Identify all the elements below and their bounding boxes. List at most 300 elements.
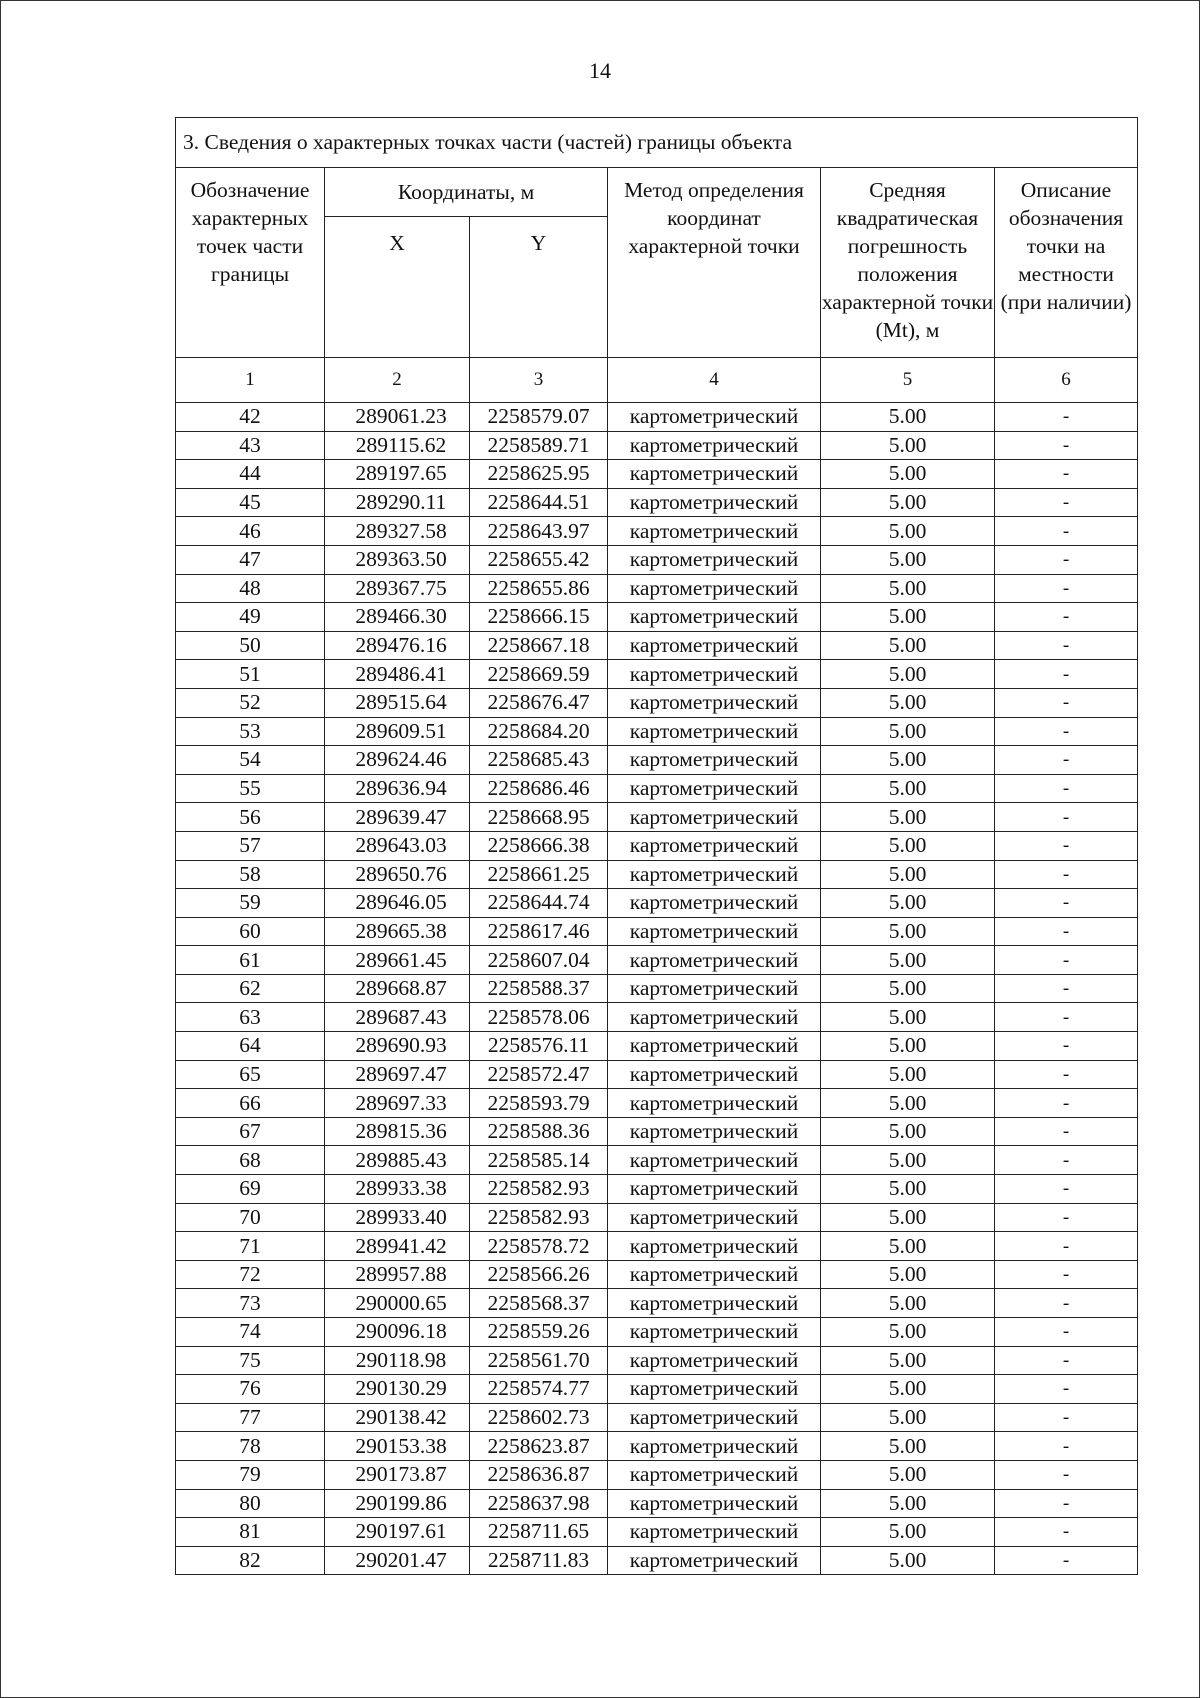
y-coordinate-cell: 2258607.04 — [470, 946, 608, 975]
y-coordinate-cell: 2258711.65 — [470, 1518, 608, 1547]
points-table — [175, 117, 1138, 1575]
description-cell: - — [995, 1089, 1138, 1118]
table-row — [176, 974, 1138, 1003]
point-number-cell: 74 — [176, 1318, 325, 1347]
error-cell: 5.00 — [821, 889, 995, 918]
description-cell: - — [995, 774, 1138, 803]
point-number-cell: 63 — [176, 1003, 325, 1032]
column-number: 3 — [470, 358, 608, 403]
error-cell: 5.00 — [821, 774, 995, 803]
description-cell: - — [995, 460, 1138, 489]
y-coordinate-cell: 2258686.46 — [470, 774, 608, 803]
x-coordinate-cell: 290130.29 — [325, 1375, 470, 1404]
table-row — [176, 1175, 1138, 1204]
method-cell: картометрический — [608, 1346, 821, 1375]
x-coordinate-cell: 289636.94 — [325, 774, 470, 803]
y-coordinate-cell: 2258636.87 — [470, 1460, 608, 1489]
method-cell: картометрический — [608, 860, 821, 889]
table-row — [176, 1432, 1138, 1461]
section-title: 3. Сведения о характерных точках части (частей) границы объекта — [176, 118, 1138, 168]
y-coordinate-cell: 2258572.47 — [470, 1060, 608, 1089]
point-number-cell: 47 — [176, 545, 325, 574]
y-coordinate-cell: 2258559.26 — [470, 1318, 608, 1347]
x-coordinate-cell: 289643.03 — [325, 831, 470, 860]
error-cell: 5.00 — [821, 1117, 995, 1146]
method-cell: картометрический — [608, 1318, 821, 1347]
method-cell: картометрический — [608, 1232, 821, 1261]
table-row — [176, 1518, 1138, 1547]
point-number-cell: 78 — [176, 1432, 325, 1461]
method-cell: картометрический — [608, 1146, 821, 1175]
method-cell: картометрический — [608, 545, 821, 574]
error-cell: 5.00 — [821, 1060, 995, 1089]
method-cell: картометрический — [608, 946, 821, 975]
description-cell: - — [995, 488, 1138, 517]
method-cell: картометрический — [608, 488, 821, 517]
description-cell: - — [995, 1375, 1138, 1404]
method-cell: картометрический — [608, 1117, 821, 1146]
x-coordinate-cell: 289687.43 — [325, 1003, 470, 1032]
method-cell: картометрический — [608, 889, 821, 918]
method-cell: картометрический — [608, 803, 821, 832]
error-cell: 5.00 — [821, 803, 995, 832]
y-coordinate-cell: 2258574.77 — [470, 1375, 608, 1404]
description-cell: - — [995, 1060, 1138, 1089]
point-number-cell: 71 — [176, 1232, 325, 1261]
x-coordinate-cell: 289933.40 — [325, 1203, 470, 1232]
x-coordinate-cell: 289646.05 — [325, 889, 470, 918]
y-coordinate-cell: 2258578.06 — [470, 1003, 608, 1032]
header-y: Y — [470, 217, 608, 358]
y-coordinate-cell: 2258637.98 — [470, 1489, 608, 1518]
table-row — [176, 946, 1138, 975]
table-row — [176, 1375, 1138, 1404]
point-number-cell: 43 — [176, 431, 325, 460]
description-cell: - — [995, 946, 1138, 975]
y-coordinate-cell: 2258711.83 — [470, 1546, 608, 1575]
description-cell: - — [995, 974, 1138, 1003]
error-cell: 5.00 — [821, 1489, 995, 1518]
y-coordinate-cell: 2258561.70 — [470, 1346, 608, 1375]
x-coordinate-cell: 289290.11 — [325, 488, 470, 517]
y-coordinate-cell: 2258593.79 — [470, 1089, 608, 1118]
error-cell: 5.00 — [821, 488, 995, 517]
point-number-cell: 51 — [176, 660, 325, 689]
y-coordinate-cell: 2258643.97 — [470, 517, 608, 546]
x-coordinate-cell: 289327.58 — [325, 517, 470, 546]
point-number-cell: 57 — [176, 831, 325, 860]
point-number-cell: 67 — [176, 1117, 325, 1146]
y-coordinate-cell: 2258588.37 — [470, 974, 608, 1003]
x-coordinate-cell: 289639.47 — [325, 803, 470, 832]
table-row — [176, 1117, 1138, 1146]
x-coordinate-cell: 289933.38 — [325, 1175, 470, 1204]
method-cell: картометрический — [608, 1203, 821, 1232]
description-cell: - — [995, 517, 1138, 546]
x-coordinate-cell: 290138.42 — [325, 1403, 470, 1432]
header-description: Описание обозначения точки на местности (при наличии) — [995, 168, 1138, 358]
x-coordinate-cell: 289197.65 — [325, 460, 470, 489]
error-cell: 5.00 — [821, 1232, 995, 1261]
table-row — [176, 889, 1138, 918]
point-number-cell: 54 — [176, 746, 325, 775]
method-cell: картометрический — [608, 1032, 821, 1061]
table-row — [176, 603, 1138, 632]
x-coordinate-cell: 290199.86 — [325, 1489, 470, 1518]
y-coordinate-cell: 2258666.15 — [470, 603, 608, 632]
method-cell: картометрический — [608, 1175, 821, 1204]
error-cell: 5.00 — [821, 860, 995, 889]
description-cell: - — [995, 403, 1138, 432]
error-cell: 5.00 — [821, 1460, 995, 1489]
point-number-cell: 60 — [176, 917, 325, 946]
description-cell: - — [995, 1460, 1138, 1489]
x-coordinate-cell: 289668.87 — [325, 974, 470, 1003]
method-cell: картометрический — [608, 1546, 821, 1575]
description-cell: - — [995, 860, 1138, 889]
error-cell: 5.00 — [821, 1260, 995, 1289]
table-row — [176, 1032, 1138, 1061]
table-row — [176, 717, 1138, 746]
description-cell: - — [995, 1260, 1138, 1289]
description-cell: - — [995, 1489, 1138, 1518]
header-error: Средняя квадратическая погрешность положения характерной точки (Mt), м — [821, 168, 995, 358]
description-cell: - — [995, 688, 1138, 717]
description-cell: - — [995, 1546, 1138, 1575]
x-coordinate-cell: 289697.47 — [325, 1060, 470, 1089]
error-cell: 5.00 — [821, 688, 995, 717]
column-number: 1 — [176, 358, 325, 403]
error-cell: 5.00 — [821, 746, 995, 775]
point-number-cell: 80 — [176, 1489, 325, 1518]
y-coordinate-cell: 2258602.73 — [470, 1403, 608, 1432]
page-number: 14 — [589, 58, 611, 83]
x-coordinate-cell: 289650.76 — [325, 860, 470, 889]
method-cell: картометрический — [608, 688, 821, 717]
method-cell: картометрический — [608, 517, 821, 546]
method-cell: картометрический — [608, 1432, 821, 1461]
table-row — [176, 1260, 1138, 1289]
error-cell: 5.00 — [821, 1403, 995, 1432]
method-cell: картометрический — [608, 917, 821, 946]
point-number-cell: 48 — [176, 574, 325, 603]
error-cell: 5.00 — [821, 545, 995, 574]
description-cell: - — [995, 1432, 1138, 1461]
point-number-cell: 69 — [176, 1175, 325, 1204]
method-cell: картометрический — [608, 1060, 821, 1089]
x-coordinate-cell: 290201.47 — [325, 1546, 470, 1575]
error-cell: 5.00 — [821, 1289, 995, 1318]
method-cell: картометрический — [608, 974, 821, 1003]
y-coordinate-cell: 2258661.25 — [470, 860, 608, 889]
table-row — [176, 403, 1138, 432]
description-cell: - — [995, 831, 1138, 860]
point-number-cell: 58 — [176, 860, 325, 889]
column-number: 2 — [325, 358, 470, 403]
column-number: 4 — [608, 358, 821, 403]
point-number-cell: 50 — [176, 631, 325, 660]
point-number-cell: 62 — [176, 974, 325, 1003]
method-cell: картометрический — [608, 403, 821, 432]
x-coordinate-cell: 289515.64 — [325, 688, 470, 717]
table-row — [176, 746, 1138, 775]
table-row — [176, 488, 1138, 517]
method-cell: картометрический — [608, 717, 821, 746]
table-row — [176, 631, 1138, 660]
y-coordinate-cell: 2258684.20 — [470, 717, 608, 746]
method-cell: картометрический — [608, 774, 821, 803]
x-coordinate-cell: 290000.65 — [325, 1289, 470, 1318]
y-coordinate-cell: 2258669.59 — [470, 660, 608, 689]
y-coordinate-cell: 2258655.86 — [470, 574, 608, 603]
table-row — [176, 688, 1138, 717]
y-coordinate-cell: 2258644.51 — [470, 488, 608, 517]
y-coordinate-cell: 2258588.36 — [470, 1117, 608, 1146]
point-number-cell: 49 — [176, 603, 325, 632]
method-cell: картометрический — [608, 1003, 821, 1032]
table-row — [176, 774, 1138, 803]
point-number-cell: 45 — [176, 488, 325, 517]
point-number-cell: 61 — [176, 946, 325, 975]
x-coordinate-cell: 289661.45 — [325, 946, 470, 975]
method-cell: картометрический — [608, 831, 821, 860]
method-cell: картометрический — [608, 1375, 821, 1404]
description-cell: - — [995, 717, 1138, 746]
table-row — [176, 1289, 1138, 1318]
error-cell: 5.00 — [821, 1346, 995, 1375]
point-number-cell: 52 — [176, 688, 325, 717]
y-coordinate-cell: 2258676.47 — [470, 688, 608, 717]
error-cell: 5.00 — [821, 1375, 995, 1404]
point-number-cell: 55 — [176, 774, 325, 803]
error-cell: 5.00 — [821, 717, 995, 746]
y-coordinate-cell: 2258582.93 — [470, 1175, 608, 1204]
error-cell: 5.00 — [821, 917, 995, 946]
table-row — [176, 574, 1138, 603]
x-coordinate-cell: 289367.75 — [325, 574, 470, 603]
point-number-cell: 77 — [176, 1403, 325, 1432]
x-coordinate-cell: 290173.87 — [325, 1460, 470, 1489]
y-coordinate-cell: 2258579.07 — [470, 403, 608, 432]
description-cell: - — [995, 1175, 1138, 1204]
description-cell: - — [995, 1403, 1138, 1432]
table-row — [176, 1203, 1138, 1232]
table-row — [176, 545, 1138, 574]
method-cell: картометрический — [608, 1089, 821, 1118]
description-cell: - — [995, 1232, 1138, 1261]
point-number-cell: 59 — [176, 889, 325, 918]
description-cell: - — [995, 889, 1138, 918]
table-row — [176, 831, 1138, 860]
y-coordinate-cell: 2258668.95 — [470, 803, 608, 832]
table-row — [176, 803, 1138, 832]
x-coordinate-cell: 289815.36 — [325, 1117, 470, 1146]
y-coordinate-cell: 2258655.42 — [470, 545, 608, 574]
point-number-cell: 68 — [176, 1146, 325, 1175]
description-cell: - — [995, 1289, 1138, 1318]
error-cell: 5.00 — [821, 1203, 995, 1232]
description-cell: - — [995, 574, 1138, 603]
method-cell: картометрический — [608, 1403, 821, 1432]
point-number-cell: 53 — [176, 717, 325, 746]
description-cell: - — [995, 660, 1138, 689]
table-row — [176, 1089, 1138, 1118]
table-row — [176, 1403, 1138, 1432]
error-cell: 5.00 — [821, 1432, 995, 1461]
description-cell: - — [995, 746, 1138, 775]
y-coordinate-cell: 2258582.93 — [470, 1203, 608, 1232]
y-coordinate-cell: 2258667.18 — [470, 631, 608, 660]
x-coordinate-cell: 289476.16 — [325, 631, 470, 660]
point-number-cell: 42 — [176, 403, 325, 432]
error-cell: 5.00 — [821, 946, 995, 975]
point-number-cell: 81 — [176, 1518, 325, 1547]
table-row — [176, 517, 1138, 546]
point-number-cell: 56 — [176, 803, 325, 832]
error-cell: 5.00 — [821, 1003, 995, 1032]
y-coordinate-cell: 2258644.74 — [470, 889, 608, 918]
point-number-cell: 79 — [176, 1460, 325, 1489]
table-row — [176, 1146, 1138, 1175]
method-cell: картометрический — [608, 746, 821, 775]
error-cell: 5.00 — [821, 1518, 995, 1547]
column-number: 6 — [995, 358, 1138, 403]
method-cell: картометрический — [608, 1289, 821, 1318]
column-number-row — [176, 358, 1138, 403]
method-cell: картометрический — [608, 1460, 821, 1489]
point-number-cell: 70 — [176, 1203, 325, 1232]
description-cell: - — [995, 1518, 1138, 1547]
error-cell: 5.00 — [821, 603, 995, 632]
error-cell: 5.00 — [821, 403, 995, 432]
point-number-cell: 44 — [176, 460, 325, 489]
x-coordinate-cell: 289466.30 — [325, 603, 470, 632]
point-number-cell: 46 — [176, 517, 325, 546]
y-coordinate-cell: 2258566.26 — [470, 1260, 608, 1289]
description-cell: - — [995, 603, 1138, 632]
description-cell: - — [995, 803, 1138, 832]
y-coordinate-cell: 2258623.87 — [470, 1432, 608, 1461]
column-number: 5 — [821, 358, 995, 403]
description-cell: - — [995, 1003, 1138, 1032]
method-cell: картометрический — [608, 603, 821, 632]
x-coordinate-cell: 289957.88 — [325, 1260, 470, 1289]
table-row — [176, 1003, 1138, 1032]
point-number-cell: 64 — [176, 1032, 325, 1061]
table-row — [176, 917, 1138, 946]
point-number-cell: 66 — [176, 1089, 325, 1118]
table-row — [176, 1318, 1138, 1347]
method-cell: картометрический — [608, 460, 821, 489]
y-coordinate-cell: 2258666.38 — [470, 831, 608, 860]
y-coordinate-cell: 2258617.46 — [470, 917, 608, 946]
description-cell: - — [995, 1117, 1138, 1146]
error-cell: 5.00 — [821, 1318, 995, 1347]
method-cell: картометрический — [608, 1489, 821, 1518]
x-coordinate-cell: 289665.38 — [325, 917, 470, 946]
error-cell: 5.00 — [821, 574, 995, 603]
point-number-cell: 82 — [176, 1546, 325, 1575]
error-cell: 5.00 — [821, 831, 995, 860]
description-cell: - — [995, 1146, 1138, 1175]
header-x: X — [325, 217, 470, 358]
table-row — [176, 860, 1138, 889]
method-cell: картометрический — [608, 1518, 821, 1547]
x-coordinate-cell: 289885.43 — [325, 1146, 470, 1175]
y-coordinate-cell: 2258568.37 — [470, 1289, 608, 1318]
description-cell: - — [995, 1346, 1138, 1375]
table-row — [176, 1060, 1138, 1089]
error-cell: 5.00 — [821, 1175, 995, 1204]
table-row — [176, 1232, 1138, 1261]
x-coordinate-cell: 289486.41 — [325, 660, 470, 689]
section-title-row — [176, 118, 1138, 168]
description-cell: - — [995, 1318, 1138, 1347]
table-row — [176, 660, 1138, 689]
description-cell: - — [995, 1032, 1138, 1061]
error-cell: 5.00 — [821, 660, 995, 689]
x-coordinate-cell: 289363.50 — [325, 545, 470, 574]
x-coordinate-cell: 289941.42 — [325, 1232, 470, 1261]
error-cell: 5.00 — [821, 431, 995, 460]
x-coordinate-cell: 289115.62 — [325, 431, 470, 460]
error-cell: 5.00 — [821, 1032, 995, 1061]
point-number-cell: 72 — [176, 1260, 325, 1289]
header-designation: Обозначение характерных точек части границы — [176, 168, 325, 358]
point-number-cell: 73 — [176, 1289, 325, 1318]
error-cell: 5.00 — [821, 460, 995, 489]
header-method: Метод определения координат характерной точки — [608, 168, 821, 358]
error-cell: 5.00 — [821, 631, 995, 660]
x-coordinate-cell: 290153.38 — [325, 1432, 470, 1461]
x-coordinate-cell: 289609.51 — [325, 717, 470, 746]
x-coordinate-cell: 290118.98 — [325, 1346, 470, 1375]
error-cell: 5.00 — [821, 517, 995, 546]
table-row — [176, 1546, 1138, 1575]
y-coordinate-cell: 2258576.11 — [470, 1032, 608, 1061]
table-row — [176, 1346, 1138, 1375]
table-row — [176, 1460, 1138, 1489]
description-cell: - — [995, 1203, 1138, 1232]
method-cell: картометрический — [608, 574, 821, 603]
point-number-cell: 76 — [176, 1375, 325, 1404]
description-cell: - — [995, 631, 1138, 660]
method-cell: картометрический — [608, 1260, 821, 1289]
y-coordinate-cell: 2258589.71 — [470, 431, 608, 460]
error-cell: 5.00 — [821, 1146, 995, 1175]
table-row — [176, 460, 1138, 489]
error-cell: 5.00 — [821, 1546, 995, 1575]
header-coordinates: Координаты, м — [325, 168, 608, 217]
x-coordinate-cell: 289697.33 — [325, 1089, 470, 1118]
description-cell: - — [995, 545, 1138, 574]
header-row-1 — [176, 168, 1138, 217]
point-number-cell: 75 — [176, 1346, 325, 1375]
y-coordinate-cell: 2258578.72 — [470, 1232, 608, 1261]
y-coordinate-cell: 2258585.14 — [470, 1146, 608, 1175]
x-coordinate-cell: 289061.23 — [325, 403, 470, 432]
method-cell: картометрический — [608, 431, 821, 460]
x-coordinate-cell: 289624.46 — [325, 746, 470, 775]
y-coordinate-cell: 2258625.95 — [470, 460, 608, 489]
x-coordinate-cell: 290197.61 — [325, 1518, 470, 1547]
y-coordinate-cell: 2258685.43 — [470, 746, 608, 775]
description-cell: - — [995, 917, 1138, 946]
x-coordinate-cell: 290096.18 — [325, 1318, 470, 1347]
error-cell: 5.00 — [821, 974, 995, 1003]
x-coordinate-cell: 289690.93 — [325, 1032, 470, 1061]
description-cell: - — [995, 431, 1138, 460]
